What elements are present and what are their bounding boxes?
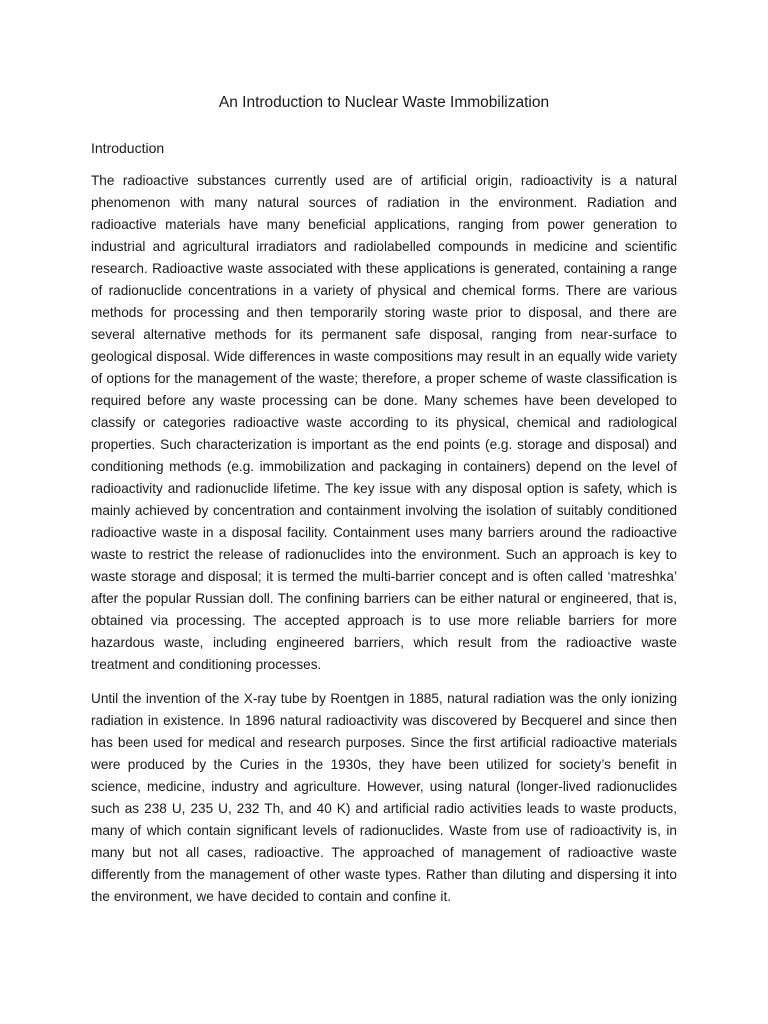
document-title: An Introduction to Nuclear Waste Immobilization	[218, 94, 550, 111]
section-heading: Introduction	[91, 140, 165, 156]
paragraph-2: Until the invention of the X-ray tube by Roentgen in 1885, natural radiation was the only ionizing radiation in existence. In 1896 natural radioactivity was discovered by Becquerel and since then has been used for medical and research purposes. Since the first artificial radioactive materials were produced by the Curies in the 1930s, they have been utilized for society’s benefit in science, medicine, industry and agriculture. However, using natural (longer-lived radionuclides such as 238 U, 235 U, 232 Th, and 40 K) and artificial radio activities leads to waste products, many of which contain significant levels of radionuclides. Waste from use of radioactivity is, in many but not all cases, radioactive. The approached of management of radioactive waste differently from the management of other waste types. Rather than diluting and dispersing it into the environment, we have decided to contain and confine it.	[91, 691, 677, 904]
paragraph-1: The radioactive substances currently used are of artificial origin, radioactivity is a natural phenomenon with many natural sources of radiation in the environment. Radiation and radioactive materials have many beneficial applications, ranging from power generation to industrial and agricultural irradiators and radiolabelled compounds in medicine and scientific research. Radioactive waste associated with these applications is generated, containing a range of radionuclide concentrations in a variety of physical and chemical forms. There are various methods for processing and then temporarily storing waste prior to disposal, and there are several alternative methods for its permanent safe disposal, ranging from near-surface to geological disposal. Wide differences in waste compositions may result in an equally wide variety of options for the management of the waste; therefore, a proper scheme of waste classification is required before any waste processing can be done. Many schemes have been developed to classify or categories radioactive waste according to its physical, chemical and radiological properties. Such characterization is important as the end points (e.g. storage and disposal) and conditioning methods (e.g. immobilization and packaging in containers) depend on the level of radioactivity and radionuclide lifetime. The key issue with any disposal option is safety, which is mainly achieved by concentration and containment involving the isolation of suitably conditioned radioactive waste in a disposal facility. Containment uses many barriers around the radioactive waste to restrict the release of radionuclides into the environment. Such an approach is key to waste storage and disposal; it is termed the multi-barrier concept and is often called ‘matreshka’ after the popular Russian doll. The confining barriers can be either natural or engineered, that is, obtained via processing. The accepted approach is to use more reliable barriers for more hazardous waste, including engineered barriers, which result from the radioactive waste treatment and conditioning processes.	[91, 173, 677, 672]
